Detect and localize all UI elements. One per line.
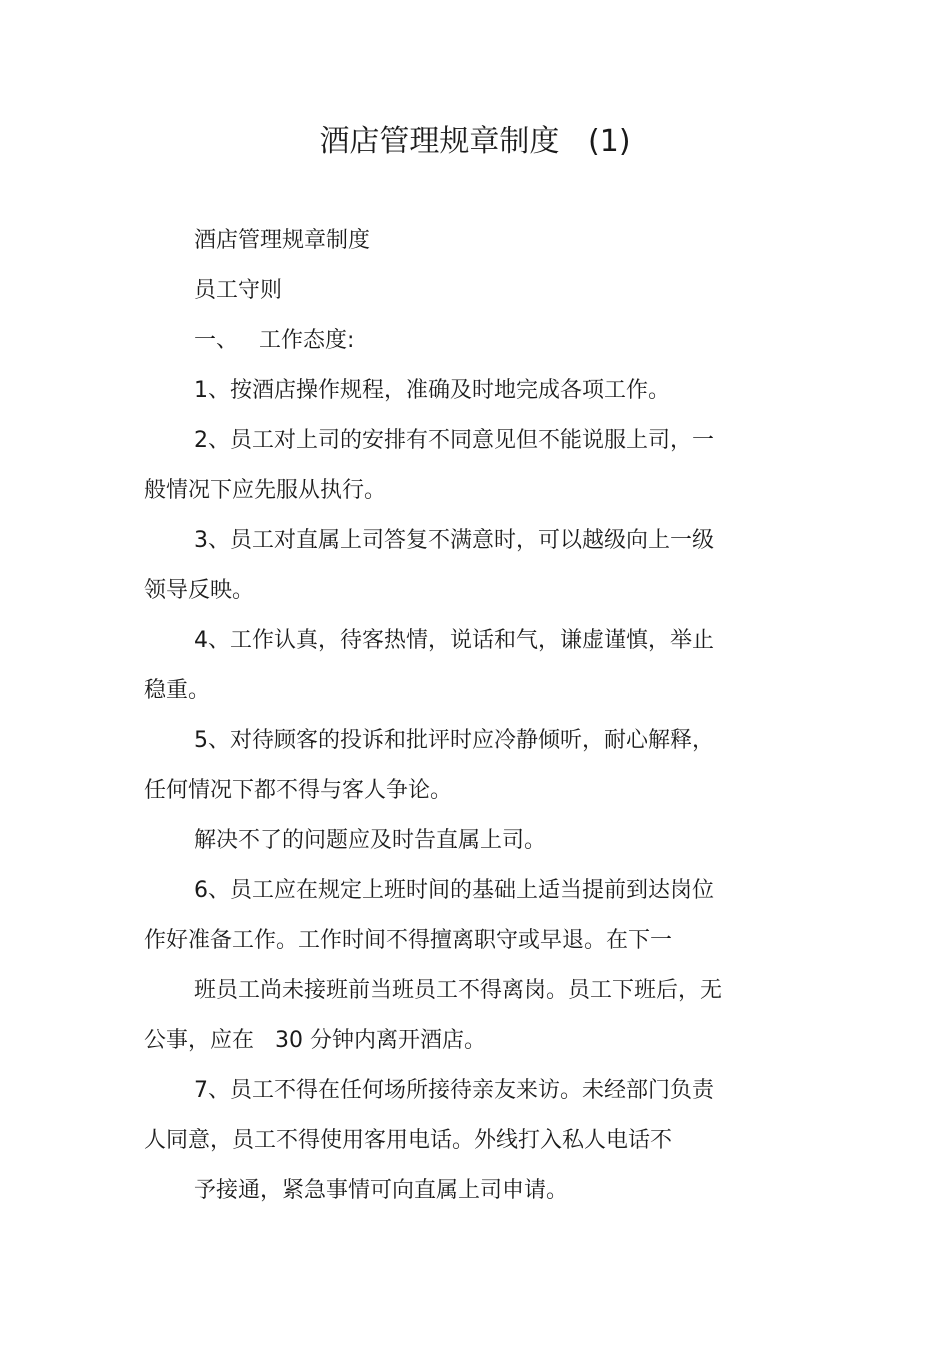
paragraph-line: 4、工作认真，待客热情，说话和气，谦虚谨慎，举止 — [194, 628, 714, 653]
paragraph-line: 5、对待顾客的投诉和批评时应冷静倾听，耐心解释， — [194, 728, 714, 753]
paragraph-line: 解决不了的问题应及时告直属上司。 — [194, 828, 547, 853]
paragraph-line: 稳重。 — [144, 678, 211, 703]
section-heading: 一、 工作态度: — [194, 328, 355, 353]
paragraph-line: 班员工尚未接班前当班员工不得离岗。员工下班后，无 — [194, 978, 723, 1003]
document-title: 酒店管理规章制度 (1) — [319, 124, 631, 159]
paragraph-line: 领导反映。 — [144, 578, 255, 603]
paragraph-line: 人同意，员工不得使用客用电话。外线打入私人电话不 — [144, 1128, 673, 1153]
paragraph-line: 任何情况下都不得与客人争论。 — [144, 778, 453, 803]
paragraph-line: 公事，应在 30 分钟内离开酒店。 — [144, 1028, 486, 1053]
paragraph-line: 7、员工不得在任何场所接待亲友来访。未经部门负责 — [194, 1078, 714, 1103]
paragraph-line: 2、员工对上司的安排有不同意见但不能说服上司，一 — [194, 428, 714, 453]
paragraph-line: 员工守则 — [194, 278, 283, 303]
paragraph-line: 般情况下应先服从执行。 — [144, 478, 387, 503]
paragraph-line: 3、员工对直属上司答复不满意时，可以越级向上一级 — [194, 528, 714, 553]
paragraph-line: 予接通，紧急事情可向直属上司申请。 — [194, 1178, 569, 1203]
paragraph-line: 酒店管理规章制度 — [194, 228, 371, 253]
paragraph-line: 6、员工应在规定上班时间的基础上适当提前到达岗位 — [194, 878, 714, 903]
paragraph-line: 作好准备工作。工作时间不得擅离职守或早退。在下一 — [144, 928, 673, 953]
paragraph-line: 1、按酒店操作规程，准确及时地完成各项工作。 — [194, 378, 670, 403]
